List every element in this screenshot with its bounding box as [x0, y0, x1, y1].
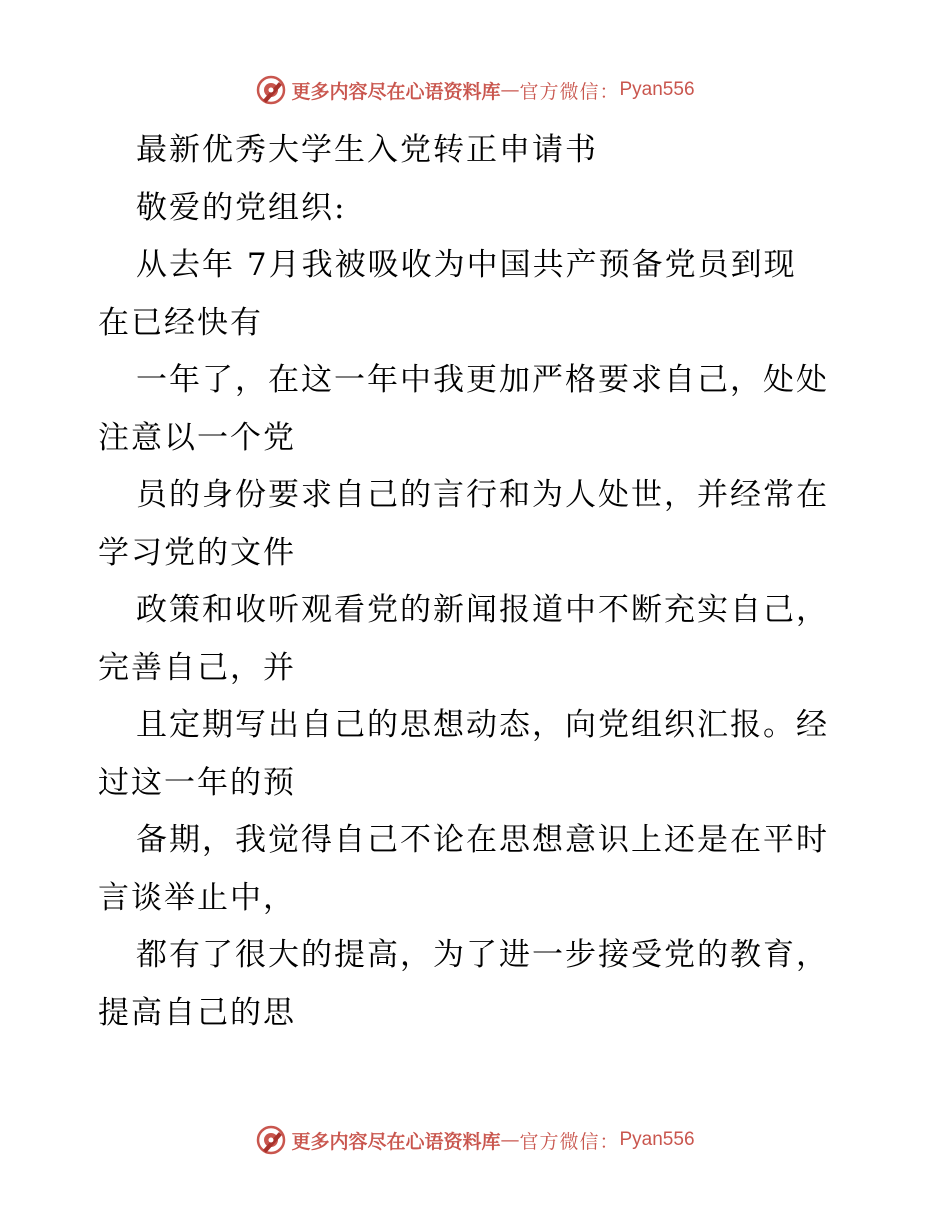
wechat-label: 官方微信： [519, 80, 620, 103]
promo-text: 更多内容尽在心语资料库 [291, 1130, 501, 1153]
paragraph-line: 过这一年的预 [98, 764, 296, 801]
document-title: 最新优秀大学生入党转正申请书 [136, 132, 598, 168]
pen-logo-icon [255, 74, 287, 106]
paragraph-line: 注意以一个党 [98, 419, 296, 456]
paragraph-line: 在已经快有 [98, 304, 263, 341]
paragraph-line: 提高自己的思 [98, 994, 296, 1031]
promo-text: 更多内容尽在心语资料库 [291, 80, 501, 103]
paragraph-line: 学习党的文件 [98, 534, 296, 571]
paragraph-line: 且定期写出自己的思想动态，向党组织汇报。经 [136, 707, 829, 743]
footer-banner [0, 1120, 950, 1160]
paragraph-line: 完善自己，并 [98, 649, 296, 686]
banner-dash: — [500, 1129, 520, 1151]
header-banner [0, 70, 950, 110]
pen-logo-icon [255, 1124, 287, 1156]
paragraph-line: 都有了很大的提高，为了进一步接受党的教育， [136, 937, 829, 973]
paragraph-line: 言谈举止中， [98, 879, 296, 916]
banner-dash: — [500, 79, 520, 101]
wechat-label: 官方微信： [519, 1130, 620, 1153]
document-body [98, 122, 858, 1042]
paragraph-line: 员的身份要求自己的言行和为人处世，并经常在 [136, 477, 829, 513]
paragraph-line: 备期，我觉得自己不论在思想意识上还是在平时 [136, 822, 829, 858]
paragraph-line: 政策和收听观看党的新闻报道中不断充实自己， [136, 592, 829, 628]
salutation: 敬爱的党组织: [136, 189, 347, 226]
wechat-handle: Pyan556 [619, 1129, 695, 1150]
paragraph-line: 从去年 7月我被吸收为中国共产预备党员到现 [136, 247, 797, 283]
wechat-handle: Pyan556 [619, 79, 695, 100]
paragraph-line: 一年了，在这一年中我更加严格要求自己，处处 [136, 362, 829, 398]
